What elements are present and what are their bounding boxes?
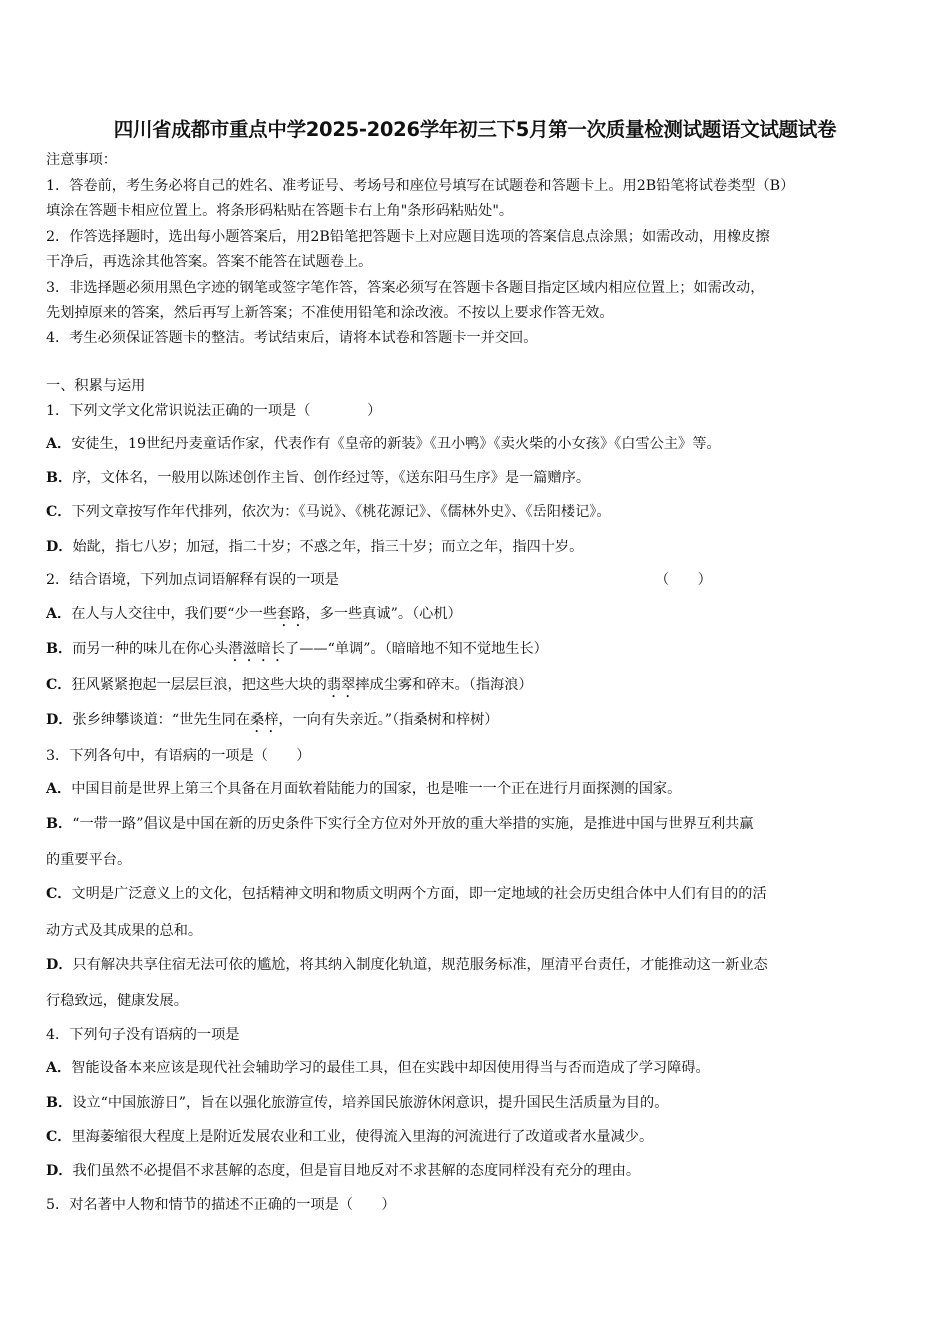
notice-line: 1．答卷前，考生务必将自己的姓名、准考证号、考场号和座位号填写在试题卷和答题卡上。用2B铅笔将试卷类型（B） [46,178,795,194]
q4-option-c [46,1127,653,1147]
option-label: B． [46,1095,73,1111]
notice-line: 填涂在答题卡相应位置上。将条形码粘贴在答题卡右上角"条形码粘贴处"。 [46,203,514,219]
q1-option-d [46,537,583,557]
option-label: A． [46,781,72,797]
option-text: 里海萎缩很大程度上是附近发展农业和工业，使得流入里海的河流进行了改道或者水量减少。 [71,1129,654,1145]
answer-parenthesis: （ ） [655,572,712,588]
option-text: 只有解决共享住宿无法可依的尴尬，将其纳入制度化轨道，规范服务标准，厘清平台责任，才能推动这一新业态 [72,957,768,973]
option-text: ，一向有失亲近。”（指桑树和梓树） [278,712,499,728]
question-1-stem: 1．下列文学文化常识说法正确的一项是（ ） [46,403,382,419]
option-label: C． [46,1129,72,1145]
q1-option-b [46,468,590,488]
q1-option-a [46,434,721,454]
option-label: D． [46,712,73,728]
notice-line: 4．考生必须保证答题卡的整洁。考试结束后，请将本试卷和答题卡一并交回。 [46,330,538,346]
q2-option-a [46,604,462,630]
option-text: 序，文体名，一般用以陈述创作主旨、创作经过等，《送东阳马生序》是一篇赠序。 [72,470,591,486]
option-label: C． [46,504,72,520]
option-label: D． [46,539,73,555]
option-text: 张乡绅攀谈道：“世先生同在 [72,712,251,728]
q4-option-a [46,1058,710,1078]
notice-line: 先划掉原来的答案，然后再写上新答案；不准使用铅笔和涂改液。不按以上要求作答无效。 [46,305,614,321]
option-text: 智能设备本来应该是现代社会辅助学习的最佳工具，但在实践中却因使用得当与否而造成了学习障碍。 [71,1060,710,1076]
option-label: B． [46,816,73,832]
q1-option-c [46,502,611,522]
question-5-stem: 5．对名著中人物和情节的描述不正确的一项是（ ） [46,1197,396,1213]
option-text: 始龀，指七八岁；加冠，指二十岁；不惑之年，指三十岁；而立之年，指四十岁。 [72,539,584,555]
option-text: 中国目前是世界上第三个具备在月面软着陆能力的国家，也是唯一一个正在进行月面探测的国家。 [71,781,682,797]
section-heading: 一、积累与运用 [46,378,146,394]
q3-option-b [46,814,754,834]
q3-option-d [46,955,768,975]
notice-heading: 注意事项： [46,152,117,168]
q3-option-c [46,884,767,904]
option-text: 狂风紧紧抱起一层层巨浪，把这些大块的 [71,677,327,693]
option-label: D． [46,957,73,973]
question-2-stem: 2．结合语境，下列加点词语解释有误的一项是 [46,572,339,588]
option-label: D． [46,1163,73,1179]
q3-option-a [46,779,681,799]
dotted-word: 套路 [277,606,306,622]
option-text: “一带一路”倡议是中国在新的历史条件下实行全方位对外开放的重大举措的实施，是推进中国与世界互利共赢 [72,816,754,832]
q2-option-d [46,710,498,736]
option-label: C． [46,677,72,693]
q3-option-b-cont: 的重要平台。 [46,852,132,868]
option-text: 而另一种的味儿在你心头 [72,641,229,657]
question-4-stem: 4．下列句子没有语病的一项是 [46,1027,240,1043]
notice-line: 2．作答选择题时，选出每小题答案后，用2B铅笔把答题卡上对应题目选项的答案信息点涂黑；如需改动，用橡皮擦 [46,229,770,245]
option-label: C． [46,886,72,902]
q2-option-b [46,639,548,665]
q3-option-d-cont: 行稳致远，健康发展。 [46,993,188,1009]
option-text: 文明是广泛意义上的文化，包括精神文明和物质文明两个方面，即一定地域的社会历史组合体中人们有目的的活 [71,886,767,902]
option-text: 了——“单调”。（暗暗地不知不觉地生长） [285,641,548,657]
option-text: ，多一些真诚”。（心机） [305,606,462,622]
dotted-word: 翡翠 [326,677,356,693]
option-text: 我们虽然不必提倡不求甚解的态度，但是盲目地反对不求甚解的态度同样没有充分的理由。 [72,1163,641,1179]
option-label: A． [46,606,72,622]
option-text: 下列文章按写作年代排列，依次为：《马说》、《桃花源记》、《儒林外史》、《岳阳楼记》。 [71,504,611,520]
option-label: A． [46,436,72,452]
option-label: B． [46,641,73,657]
option-text: 设立“中国旅游日”，旨在以强化旅游宣传，培养国民旅游休闲意识，提升国民生活质量为目的。 [72,1095,669,1111]
notice-line: 干净后，再选涂其他答案。答案不能答在试题卷上。 [46,254,373,270]
notice-line: 3．非选择题必须用黑色字迹的钢笔或签字笔作答，答案必须写在答题卡各题目指定区域内相应位置上；如需改动， [46,280,765,296]
question-3-stem: 3．下列各句中，有语病的一项是（ ） [46,748,311,764]
q2-option-c [46,675,533,701]
q3-option-c-cont: 动方式及其成果的总和。 [46,923,203,939]
q4-option-b [46,1093,668,1113]
page-title: 四川省成都市重点中学2025-2026学年初三下5月第一次质量检测试题语文试题试卷 [113,118,837,141]
option-text: 摔成尘雾和碎末。（指海浪） [355,677,533,693]
option-text: 在人与人交往中，我们要“少一些 [71,606,278,622]
dotted-word: 桑梓 [250,712,279,728]
q4-option-d [46,1161,640,1181]
dotted-word: 潜滋暗长 [228,641,286,657]
option-text: 安徒生，19世纪丹麦童话作家，代表作有《皇帝的新装》《丑小鸭》《卖火柴的小女孩》《白雪公主》等。 [71,436,721,452]
option-label: A． [46,1060,72,1076]
option-label: B． [46,470,73,486]
